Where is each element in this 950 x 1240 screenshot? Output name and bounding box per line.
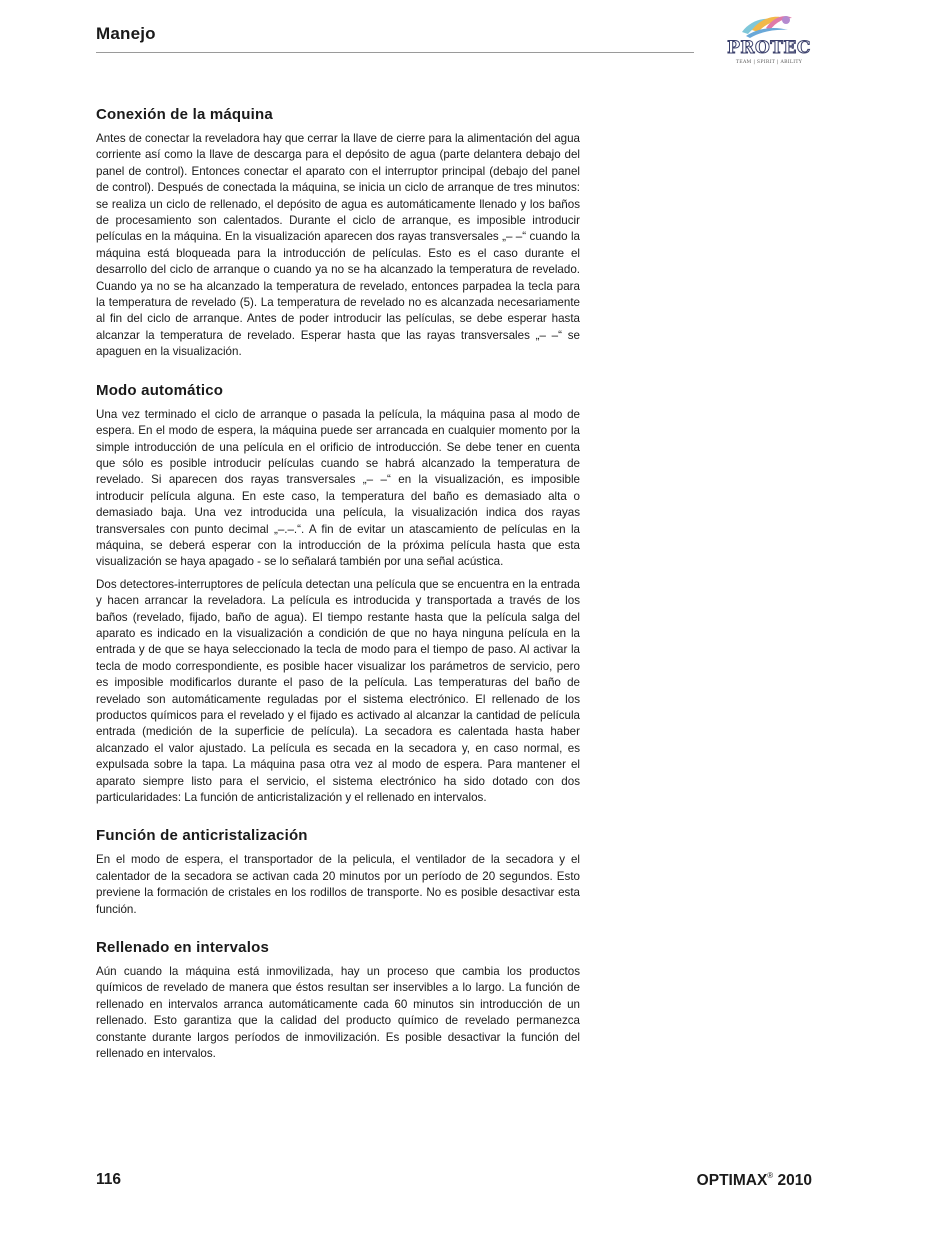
section-title: Modo automático (96, 381, 224, 399)
product-year: 2010 (777, 1172, 812, 1189)
page-header-title: Manejo (96, 24, 156, 43)
page-number: 116 (96, 1171, 122, 1188)
section-rellenado-intervalos (96, 939, 580, 1062)
registered-mark: ® (767, 1171, 774, 1180)
paragraph: Dos detectores-interruptores de película detectan una película que se encuentra en la entrada y hacen arrancar la reveladora. La película es introducida y transportada a través de los baños (revelado, fijado, baño de agua). El tiempo restante hasta que la película salga del aparato es indicado en la visualización a condición de que no haya ninguna película en la entrada y de que se haya seleccionado la tecla de modo para el tiempo de paso. Al activar la tecla de modo correspondiente, es posible hacer visualizar los parámetros de servicio, pero es imposible modificarlos durante el paso de la película. Las temperaturas del baño de revelado son automáticamente reguladas por el sistema electrónico. El rellenado de los productos químicos para el revelado y el fijado es activado al alcanzar la cantidad de película entrada (medición de la superficie de película). La secadora es calentada hasta haber alcanzado el valor ajustado. La película es secada en la secadora y, en caso normal, es expulsada sobre la tapa. La máquina pasa otra vez al modo de espera. Para mantener el aparato siempre listo para el servicio, el sistema electrónico ha sido dotado con dos particularidades: La función de anticristalización y el rellenado en intervalos. (96, 577, 580, 805)
main-content (96, 106, 580, 1084)
logo-wordmark: PROTEC (727, 38, 811, 58)
protec-logo (722, 10, 816, 70)
section-title: Conexión de la máquina (96, 106, 273, 123)
logo-tagline: TEAM | SPIRIT | ABILITY (735, 60, 803, 65)
section-title: Rellenado en intervalos (96, 939, 269, 957)
header-divider (96, 52, 694, 53)
paragraph: En el modo de espera, el transportador de la pelicula, el ventilador de la secadora y el calentador de la secadora se activan cada 20 minutos por un período de 20 segundos. Esto previene la formación de cristales en los rodillos de transporte. No es posible desactivar esta función. (96, 853, 580, 916)
product-name (697, 1171, 812, 1190)
section-anticristalizacion (96, 827, 580, 918)
paragraph: Aún cuando la máquina está inmovilizada, hay un proceso que cambia los productos químicos de revelado de manera que éstos resultan ser inservibles a lo largo. La función de rellenado en intervalos arranca automáticamente cada 60 minutos sin introducción de un rellenado. Esto garantiza que la calidad del producto químico de revelado permanezca constante durante largos períodos de inmovilización. Es posible desactivar la función del rellenado en intervalos. (96, 965, 580, 1061)
product-name-text: OPTIMAX (696, 1172, 768, 1189)
section-conexion (96, 106, 580, 361)
paragraph: Una vez terminado el ciclo de arranque o pasada la película, la máquina pasa al modo de espera. En el modo de espera, la máquina puede ser arrancada en cualquier momento por la simple introducción de una película en el orificio de introducción. Se debe tener en cuenta que sólo es posible introducir películas cuando se habrá alcanzado la temperatura de revelado. Si aparecen dos rayas transversales „– –“ en la visualización, es imposible introducir película alguna. En este caso, la temperatura del baño es demasiado alta o demasiado baja. Una vez introducida una película, la visualización indica dos rayas transversales con punto decimal „–.–.“. A fin de evitar un atascamiento de películas en la máquina, se deberá esperar con la introducción de la próxima película hasta que esta visualización se haya apagado - se lo señalará también por una señal acústica. (96, 407, 580, 569)
section-modo-automatico (96, 382, 580, 807)
section-title: Función de anticristalización (96, 827, 308, 845)
paragraph: Antes de conectar la reveladora hay que cerrar la llave de cierre para la alimentación del agua corriente así como la llave de descarga para el depósito de agua (parte delantera debajo del panel de control). Entonces conectar el aparato con el interruptor principal (debajo del panel de control). Después de conectada la máquina, se inicia un ciclo de arranque de tres minutos: se realiza un ciclo de rellenado, el depósito de agua es automáticamente llenado y los baños de procesamiento son calentados. Durante el ciclo de arranque, es imposible introducir películas en la máquina. En la visualización aparecen dos rayas transversales „– –“ cuando la máquina está bloqueada para la introducción de películas. Esto es el caso durante el desarrollo del ciclo de arranque o cuando ya no se ha alcanzado la temperatura de revelado. Cuando ya no se ha alcanzado la temperatura de revelado, entonces parpadea la tecla para la temperatura de revelado (5). La temperatura de revelado no es alcanzada necesariamente al fin del ciclo de arranque. Antes de poder introducir las películas, se debe esperar hasta alcanzar la temperatura de revelado. Esperar hasta que las rayas transversales „– –“ se apaguen en la visualización. (96, 132, 580, 359)
